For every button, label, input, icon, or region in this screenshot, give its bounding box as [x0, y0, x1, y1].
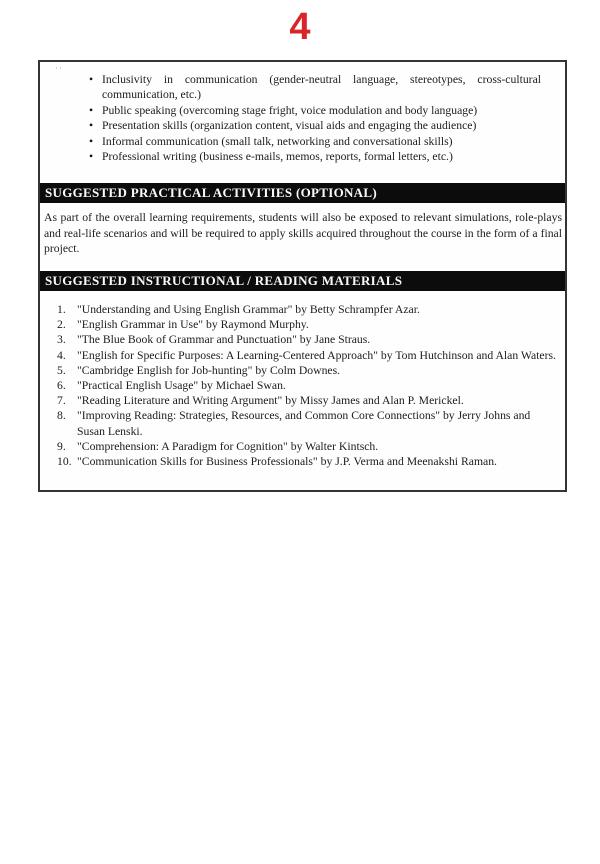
list-number: 10. — [57, 455, 72, 469]
reading-item-text: "English Grammar in Use" by Raymond Murphy. — [77, 318, 309, 332]
bullet-icon: • — [89, 134, 94, 148]
list-item — [57, 363, 559, 378]
bullet-item-text: Presentation skills (organization content, visual aids and engaging the audience) — [102, 119, 477, 133]
bullet-icon: • — [89, 73, 94, 86]
list-number: 3. — [57, 333, 66, 347]
page-number: 4 — [289, 6, 311, 48]
list-item — [89, 149, 541, 164]
reading-item-text: "Cambridge English for Job-hunting" by Colm Downes. — [77, 363, 341, 377]
list-number: 7. — [57, 394, 66, 408]
list-number: 2. — [57, 318, 66, 332]
bullet-icon: • — [89, 103, 94, 117]
list-item — [89, 134, 541, 149]
bullet-item-text: Professional writing (business e-mails, memos, reports, formal letters, etc.) — [102, 150, 453, 164]
document-content-box — [38, 60, 567, 492]
list-item — [89, 103, 541, 118]
list-number: 4. — [57, 348, 66, 362]
bullet-item-text: Inclusivity in communication (gender-neutral language, stereotypes, cross-cultural communication, etc.) — [102, 73, 541, 102]
bullet-icon: • — [89, 119, 94, 133]
bullet-icon: • — [89, 150, 94, 164]
list-number: 9. — [57, 439, 66, 453]
bullet-item-text: Public speaking (overcoming stage fright, voice modulation and body language) — [102, 103, 478, 117]
list-number: 1. — [57, 303, 66, 317]
reading-item-text: "Reading Literature and Writing Argument" by Missy James and Alan P. Merickel. — [77, 394, 464, 408]
list-item — [57, 408, 559, 438]
reading-materials-list — [40, 302, 559, 469]
scan-artifact: ·· — [55, 63, 63, 73]
list-item — [57, 302, 559, 317]
list-item — [57, 393, 559, 408]
list-item — [57, 378, 559, 393]
list-item — [57, 332, 559, 347]
list-item — [57, 317, 559, 332]
reading-item-text: "Communication Skills for Business Professionals" by J.P. Verma and Meenakshi Raman. — [77, 455, 497, 469]
list-item — [57, 439, 559, 454]
list-item — [89, 72, 541, 103]
section-header-reading-materials: SUGGESTED INSTRUCTIONAL / READING MATERIALS — [40, 271, 565, 291]
list-number: 8. — [57, 409, 66, 423]
reading-item-text: "Understanding and Using English Grammar" by Betty Schrampfer Azar. — [77, 303, 420, 317]
list-number: 5. — [57, 363, 66, 377]
practical-activities-paragraph: As part of the overall learning requirements, students will also be exposed to relevant simulations, role-plays and real-life scenarios and will be required to apply skills acquired throughout the course in the form of a final project. — [44, 211, 562, 255]
list-item — [89, 118, 541, 133]
list-number: 6. — [57, 379, 66, 393]
bullet-item-text: Informal communication (small talk, networking and conversational skills) — [102, 134, 453, 148]
reading-item-text: "The Blue Book of Grammar and Punctuation" by Jane Straus. — [77, 333, 371, 347]
reading-item-text: "English for Specific Purposes: A Learning-Centered Approach" by Tom Hutchinson and Alan Waters. — [77, 348, 556, 362]
list-item — [57, 454, 559, 469]
course-topics-bullet-list — [40, 72, 565, 164]
reading-item-text: "Comprehension: A Paradigm for Cognition" by Walter Kintsch. — [77, 439, 379, 453]
list-item — [57, 348, 559, 363]
reading-item-text: "Practical English Usage" by Michael Swan. — [77, 379, 286, 393]
section-header-practical-activities: SUGGESTED PRACTICAL ACTIVITIES (OPTIONAL) — [40, 183, 565, 203]
reading-item-text: "Improving Reading: Strategies, Resources, and Common Core Connections" by Jerry Johns and Susan Lenski. — [77, 409, 531, 438]
